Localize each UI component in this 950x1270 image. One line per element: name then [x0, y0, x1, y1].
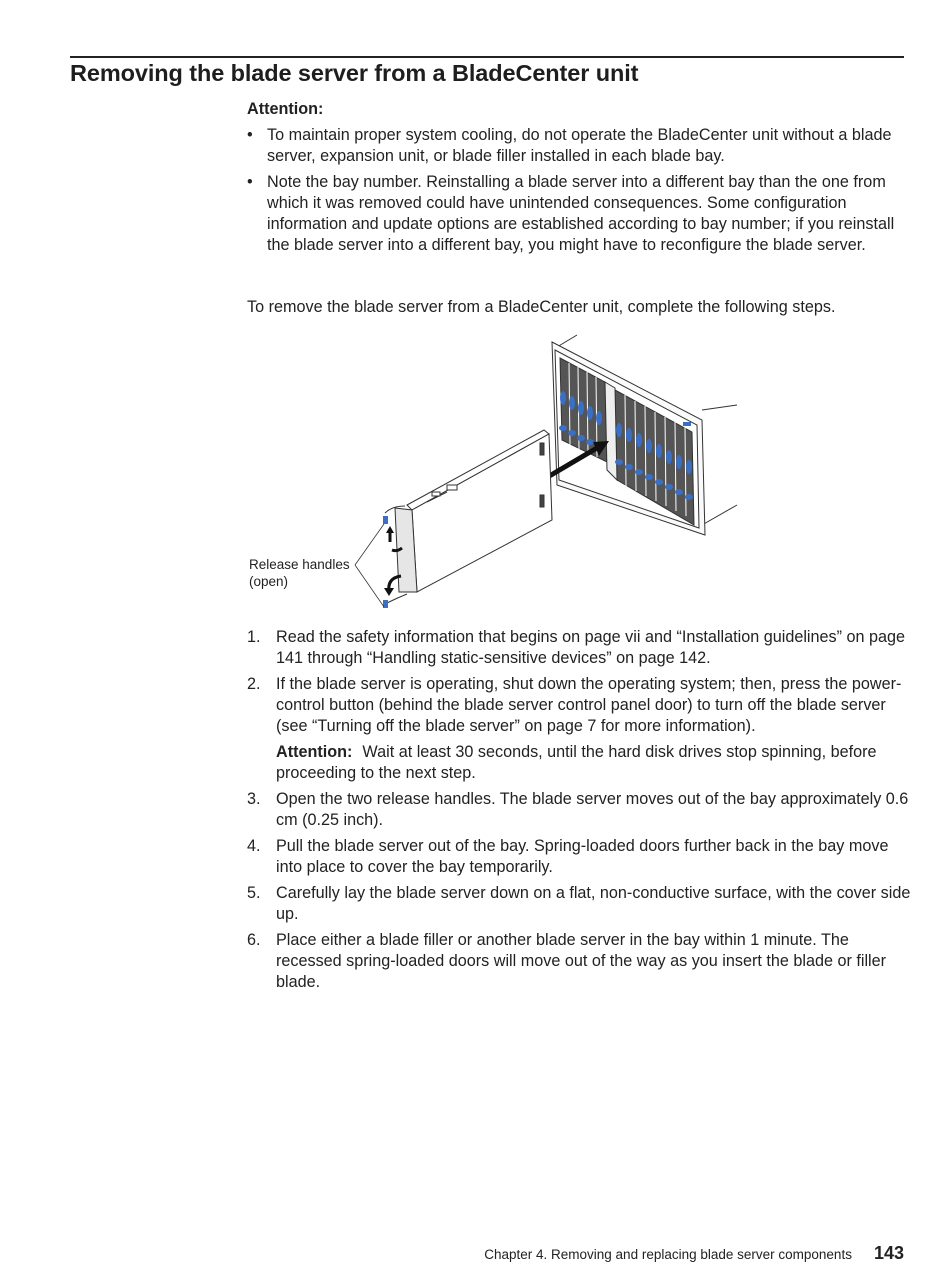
attention-list: [247, 125, 907, 261]
step-item: [247, 789, 912, 831]
figure-callout: [249, 557, 350, 590]
step-item: [247, 674, 912, 784]
attention-heading: Attention:: [247, 100, 324, 118]
page-number: 143: [873, 1243, 904, 1263]
step-text: Carefully lay the blade server down on a flat, non-conductive surface, with the cover side up.: [276, 884, 911, 923]
step-item: [247, 930, 912, 993]
step-number: 6.: [247, 931, 261, 949]
step-attention-note: [276, 742, 912, 784]
step-number: 4.: [247, 837, 261, 855]
step-text: If the blade server is operating, shut down the operating system; then, press the power-control button (behind the blade server control panel door) to turn off the blade server (see “Turning off the blade server” on page 7 for more information).: [276, 675, 902, 735]
step-text: Place either a blade filler or another blade server in the bay within 1 minute. The recessed spring-loaded doors will move out of the way as you insert the blade or filler blade.: [276, 931, 887, 991]
step-item: [247, 836, 912, 878]
bullet-text: To maintain proper system cooling, do not operate the BladeCenter unit without a blade server, expansion unit, or blade filler installed in each blade bay.: [267, 126, 892, 165]
bullet-text: Note the bay number. Reinstalling a blade server into a different bay than the one from which it was removed could have unintended consequences. Some configuration information and update options are established according to bay number; if you reinstall the blade server into a different bay, you might have to reconfigure the blade server.: [267, 173, 895, 254]
step-text: Read the safety information that begins on page vii and “Installation guidelines” on page 141 through “Handling static-sensitive devices” on page 142.: [276, 628, 906, 667]
callout-line-1: Release handles: [249, 557, 350, 572]
step-number: 3.: [247, 790, 261, 808]
step-item: [247, 627, 912, 669]
steps-list: [247, 627, 912, 998]
attention-bullet: [247, 125, 907, 167]
section-title: Removing the blade server from a BladeCenter unit: [70, 60, 639, 86]
callout-line-2: (open): [249, 573, 289, 589]
note-text: Wait at least 30 seconds, until the hard disk drives stop spinning, before proceeding to the next step.: [276, 743, 877, 782]
title-rule: [70, 56, 904, 58]
note-label: Attention:: [276, 743, 353, 761]
blade-server-icon: [395, 430, 552, 592]
step-number: 1.: [247, 628, 261, 646]
step-item: [247, 883, 912, 925]
chapter-title: Chapter 4. Removing and replacing blade server components: [484, 1247, 852, 1262]
bullet-icon: •: [247, 126, 253, 144]
step-number: 5.: [247, 884, 261, 902]
step-number: 2.: [247, 675, 261, 693]
step-text: Open the two release handles. The blade server moves out of the bay approximately 0.6 cm (0.25 inch).: [276, 790, 909, 829]
page-footer: [484, 1243, 904, 1264]
attention-bullet: [247, 172, 907, 256]
intro-paragraph: To remove the blade server from a BladeCenter unit, complete the following steps.: [247, 298, 836, 316]
step-text: Pull the blade server out of the bay. Spring-loaded doors further back in the bay move into place to cover the bay temporarily.: [276, 837, 889, 876]
bullet-icon: •: [247, 173, 253, 191]
